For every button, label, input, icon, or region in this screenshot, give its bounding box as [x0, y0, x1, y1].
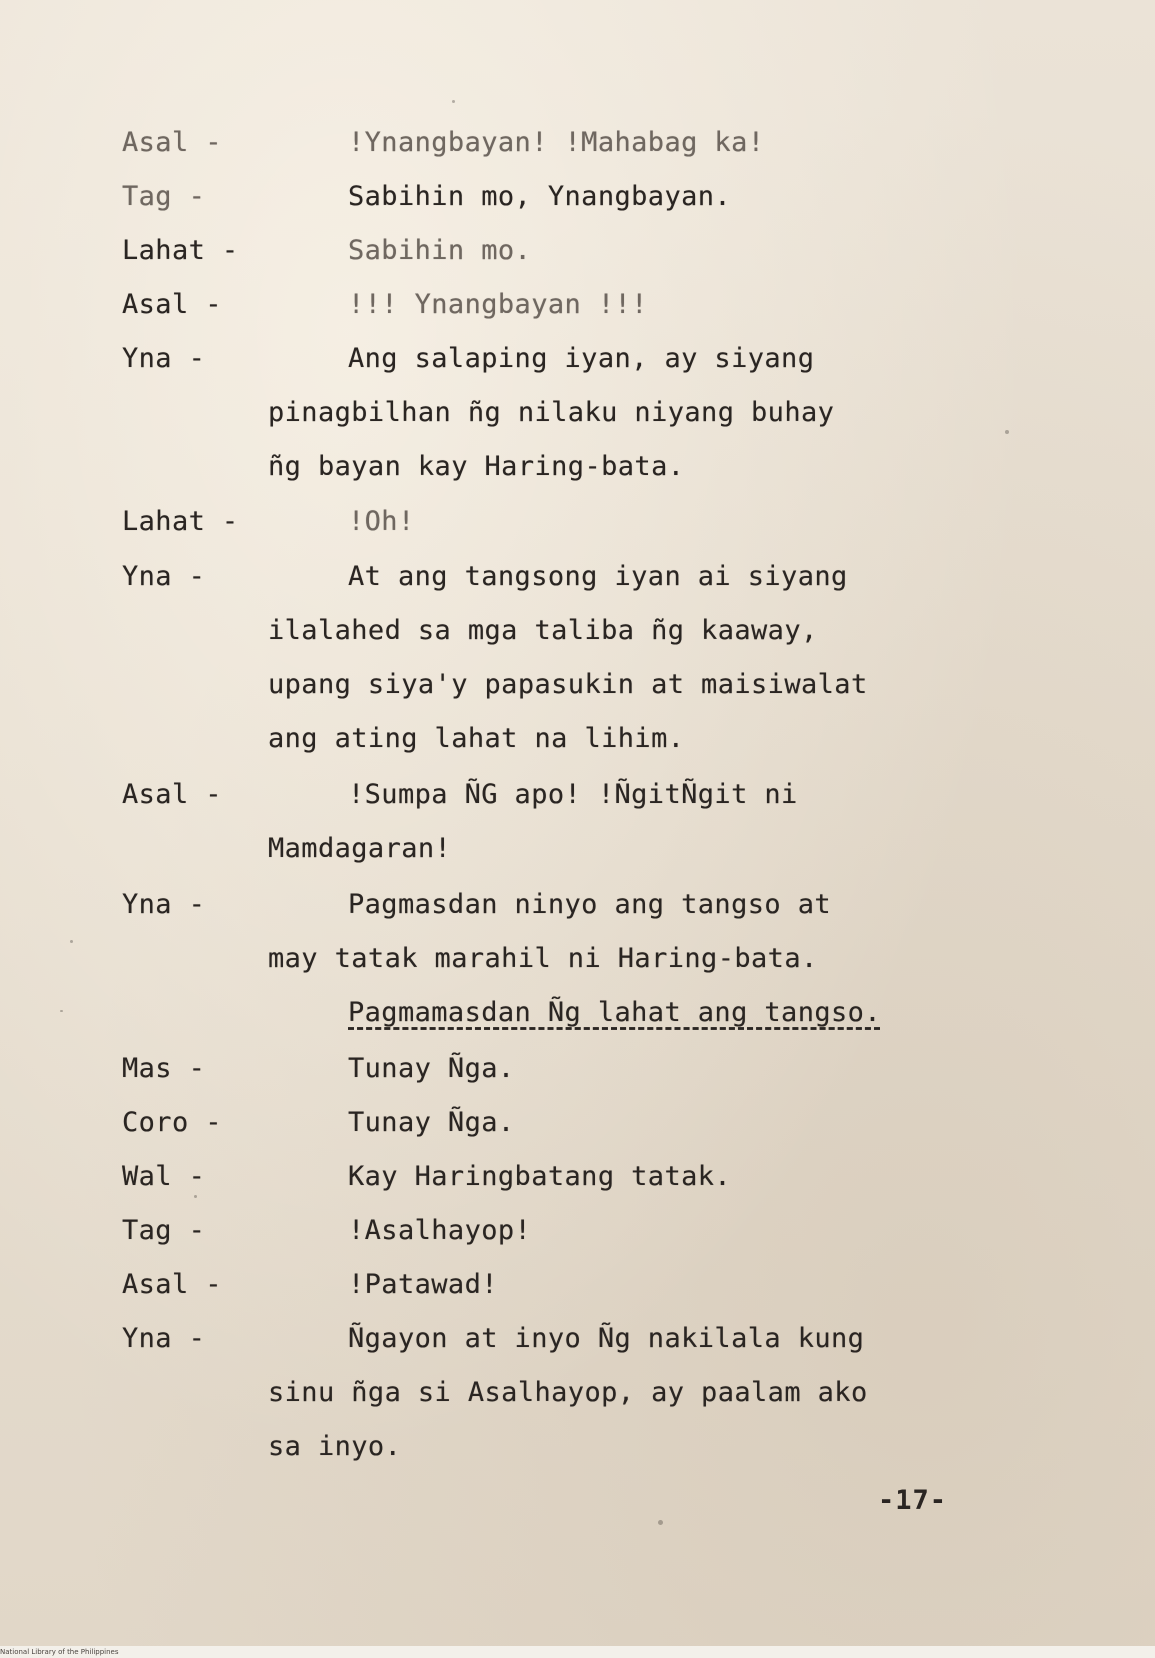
dialogue-line: !Ynangbayan! !Mahabag ka! [348, 127, 765, 158]
dialogue-line: !Patawad! [348, 1269, 498, 1300]
speaker-label: Asal - [122, 127, 222, 158]
speaker-label: Yna - [122, 889, 206, 920]
dialogue-line: upang siya'y papasukin at maisiwalat [268, 669, 868, 700]
dust-speck [60, 1010, 63, 1012]
dialogue-line: ñg bayan kay Haring-bata. [268, 451, 685, 482]
dust-speck [70, 940, 73, 943]
dialogue-line: may tatak marahil ni Haring-bata. [268, 943, 818, 974]
speaker-label: Yna - [122, 561, 206, 592]
dialogue-line: Pagmasdan ninyo ang tangso at [348, 889, 832, 920]
dust-speck [1005, 430, 1009, 434]
footer-credit: National Library of the Philippines [0, 1648, 119, 1656]
dialogue-line: Tunay Ñga. [348, 1107, 515, 1138]
dialogue-line: Mamdagaran! [268, 833, 452, 864]
speaker-label: Tag - [122, 181, 206, 212]
speaker-label: Tag - [122, 1215, 206, 1246]
stage-direction: Pagmamasdan Ñg lahat ang tangso. [348, 997, 881, 1028]
speaker-label: Asal - [122, 289, 222, 320]
dialogue-line: !Asalhayop! [348, 1215, 532, 1246]
speaker-label: Mas - [122, 1053, 206, 1084]
speaker-label: Yna - [122, 1323, 206, 1354]
dust-speck [452, 100, 455, 103]
footer-strip [0, 1646, 1155, 1658]
dialogue-line: Ñgayon at inyo Ñg nakilala kung [348, 1323, 865, 1354]
dialogue-line: ang ating lahat na lihim. [268, 723, 685, 754]
speaker-label: Asal - [122, 1269, 222, 1300]
dialogue-line: !Sumpa ÑG apo! !ÑgitÑgit ni [348, 779, 798, 810]
dialogue-line: Sabihin mo, Ynangbayan. [348, 181, 732, 212]
speaker-label: Coro - [122, 1107, 222, 1138]
dialogue-line: sa inyo. [268, 1431, 402, 1462]
dialogue-line: pinagbilhan ñg nilaku niyang buhay [268, 397, 835, 428]
dust-speck [194, 1195, 197, 1198]
dialogue-line: !Oh! [348, 506, 415, 537]
speaker-label: Yna - [122, 343, 206, 374]
dialogue-line: At ang tangsong iyan ai siyang [348, 561, 848, 592]
dialogue-line: Kay Haringbatang tatak. [348, 1161, 732, 1192]
dialogue-line: Ang salaping iyan, ay siyang [348, 343, 815, 374]
dialogue-line: Sabihin mo. [348, 235, 532, 266]
dust-speck [658, 1520, 663, 1525]
speaker-label: Wal - [122, 1161, 206, 1192]
page-number: -17- [878, 1485, 948, 1516]
speaker-label: Lahat - [122, 506, 239, 537]
dialogue-line: ilalahed sa mga taliba ñg kaaway, [268, 615, 818, 646]
speaker-label: Lahat - [122, 235, 239, 266]
dialogue-line: !!! Ynangbayan !!! [348, 289, 648, 320]
dialogue-line: sinu ñga si Asalhayop, ay paalam ako [268, 1377, 868, 1408]
speaker-label: Asal - [122, 779, 222, 810]
dialogue-line: Tunay Ñga. [348, 1053, 515, 1084]
